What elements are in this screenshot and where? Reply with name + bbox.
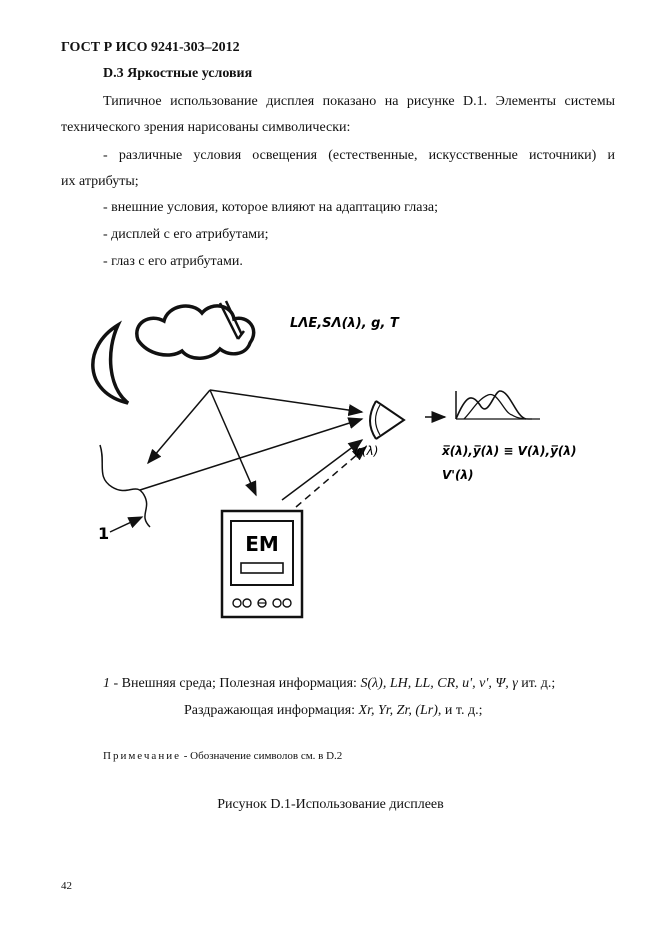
environment-marker: 1 (98, 524, 110, 543)
section-title: D.3 Яркостные условия (103, 66, 253, 81)
caption-text: ит. д.; (517, 676, 556, 691)
document-header: ГОСТ Р ИСО 9241-303–2012 (61, 40, 240, 55)
display-label: EM (245, 532, 279, 556)
intro-paragraph (61, 93, 615, 137)
arrow-sky-to-eye (210, 390, 362, 412)
arrow-sky-to-environment (148, 390, 210, 463)
vprime-label: V'(λ) (442, 468, 474, 482)
arrow-display-to-eye (282, 440, 362, 500)
figure-title: Рисунок D.1-Использование дисплеев (217, 797, 444, 812)
sky-label-text: LΛE,SΛ(λ), g, T (290, 316, 399, 331)
figure-d1 (80, 295, 600, 625)
figure-note (103, 750, 342, 762)
eye-label: φ(λ) (354, 444, 379, 458)
paragraph-line: технического зрения нарисованы символически: (61, 120, 351, 135)
caption-symbols: S(λ), LH, LL, CR, u', v', Ψ, γ (360, 676, 518, 691)
paragraph-line: Типичное использование дисплея показано на рисунке D.1. Элементы системы (103, 94, 615, 109)
page-number: 42 (61, 880, 72, 892)
moon-icon (93, 325, 128, 403)
list-item: - дисплей с его атрибутами; (103, 227, 269, 242)
caption-line (184, 703, 482, 719)
arrow-sky-to-display (210, 390, 256, 495)
list-item (61, 147, 615, 191)
environment-squiggle (100, 445, 150, 527)
caption-symbols: Xr, Yr, Zr, (Lr) (358, 703, 438, 718)
display-device (222, 511, 302, 617)
list-item-line: - различные условия освещения (естественные, искусственные источники) и (103, 148, 615, 163)
caption-number: 1 (103, 676, 110, 691)
caption-text: Раздражающая информация: (184, 703, 359, 718)
caption-line (103, 676, 555, 692)
arrow-marker-to-environment (110, 517, 142, 532)
cloud-icon (137, 306, 254, 358)
spectral-curves (456, 391, 540, 419)
caption-text: - Внешняя среда; Полезная информация: (110, 676, 361, 691)
sky-attributes-label (290, 316, 400, 331)
cmf-label: x̅(λ),y̅(λ) ≡ V(λ),y̅(λ) (442, 444, 577, 458)
list-item: - внешние условия, которое влияют на адаптацию глаза; (103, 200, 439, 215)
list-item: - глаз с его атрибутами. (103, 254, 243, 269)
note-text: - Обозначение символов см. в D.2 (180, 750, 343, 762)
caption-text: , и т. д.; (437, 703, 483, 718)
list-item-line: их атрибуты; (61, 174, 139, 189)
note-label: Примечание (103, 750, 181, 762)
